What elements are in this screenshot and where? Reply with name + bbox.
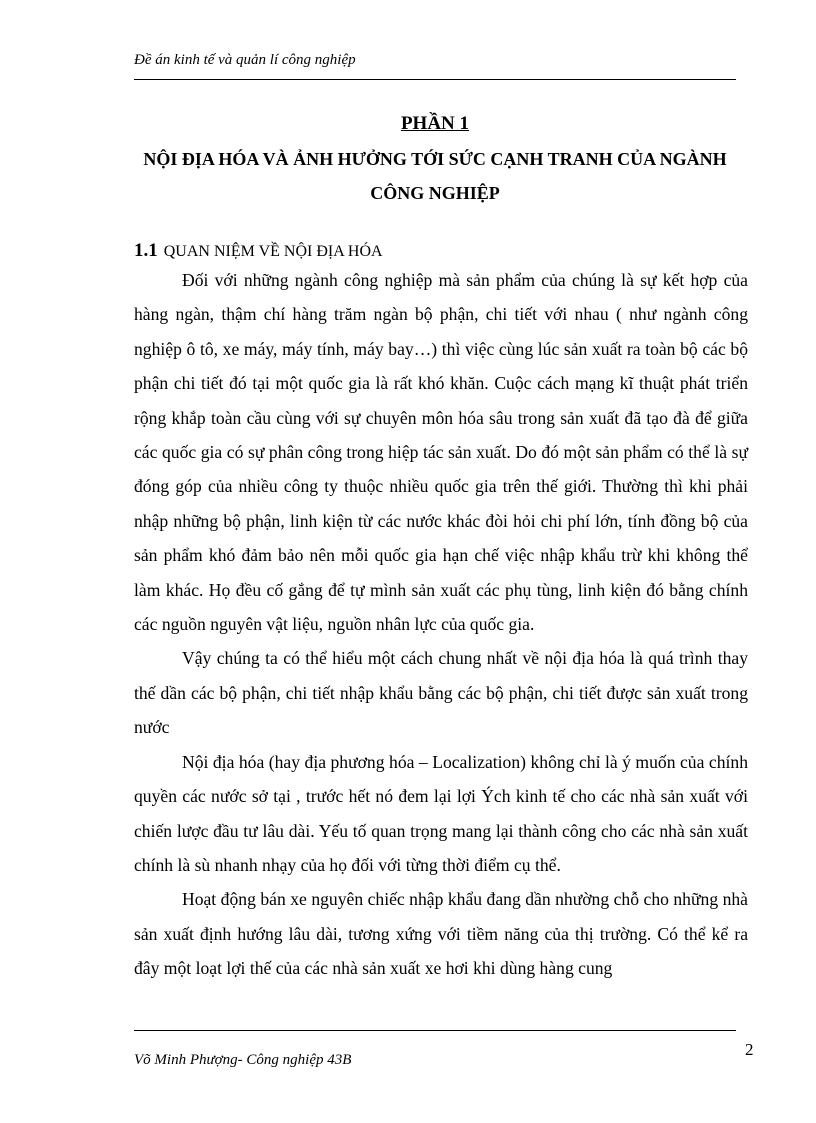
paragraph: Vậy chúng ta có thể hiểu một cách chung nhất về nội địa hóa là quá trình thay thế dần các bộ phận, chi tiết nhập khẩu bằng các bộ phận, chi tiết được sản xuất trong nước (134, 648, 748, 738)
chapter-title-line-2: CÔNG NGHIỆP (370, 183, 500, 203)
chapter-title-line-1: NỘI ĐỊA HÓA VÀ ẢNH HƯỞNG TỚI SỨC CẠNH TRANH CỦA NGÀNH (143, 149, 727, 169)
part-label: PHẦN 1 (400, 113, 470, 134)
footer-divider (134, 1030, 736, 1031)
running-header: Đề án kinh tế và quản lí công nghiệp (134, 52, 356, 68)
body-text (134, 263, 748, 986)
paragraph: Hoạt động bán xe nguyên chiếc nhập khẩu đang dần nhường chỗ cho những nhà sản xuất định hướng lâu dài, tương xứng với tiềm năng của thị trường. Có thể kể ra đây một loạt lợi thế của các nhà sản xuất xe hơi khi dùng hàng cung (134, 889, 748, 979)
header-divider (134, 79, 736, 80)
section-title: QUAN NIỆM VỀ NỘI ĐỊA HÓA (163, 243, 383, 260)
paragraph: Đối với những ngành công nghiệp mà sản phẩm của chúng là sự kết hợp của hàng ngàn, thậm chí hàng trăm ngàn bộ phận, chi tiết với nhau ( như ngành công nghiệp ô tô, xe máy, máy tính, máy bay…) thì việc cùng lúc sản xuất ra toàn bộ các bộ phận chi tiết đó tại một quốc gia là rất khó khăn. Cuộc cách mạng kĩ thuật phát triển rộng khắp toàn cầu cùng với sự chuyên môn hóa sâu trong sản xuất đã tạo đà để giữa các quốc gia có sự phân công trong hiệp tác sản xuất. Do đó một sản phẩm có thể là sự đóng góp của nhiều công ty thuộc nhiều quốc gia trên thế giới. Thường thì khi phải nhập những bộ phận, linh kiện từ các nước khác đòi hỏi chi phí lớn, tính đồng bộ của sản phẩm khó đảm bảo nên mỗi quốc gia hạn chế việc nhập khẩu trừ khi không thể làm khác. Họ đều cố gắng để tự mình sản xuất các phụ tùng, linh kiện đó bằng chính các nguồn nguyên vật liệu, nguồn nhân lực của quốc gia. (134, 270, 748, 635)
chapter-title (134, 142, 736, 210)
running-footer: Võ Minh Phượng- Công nghiệp 43B (134, 1052, 352, 1068)
section-number: 1.1 (134, 240, 158, 261)
page-number: 2 (745, 1040, 754, 1059)
paragraph: Nội địa hóa (hay địa phương hóa – Localization) không chỉ là ý muốn của chính quyền các nước sở tại , trước hết nó đem lại lợi Ých kinh tế cho các nhà sản xuất với chiến lược đầu tư lâu dài. Yếu tố quan trọng mang lại thành công cho các nhà sản xuất chính là sù nhanh nhạy của họ đối với từng thời điểm cụ thể. (134, 751, 748, 875)
section-heading (134, 240, 383, 262)
